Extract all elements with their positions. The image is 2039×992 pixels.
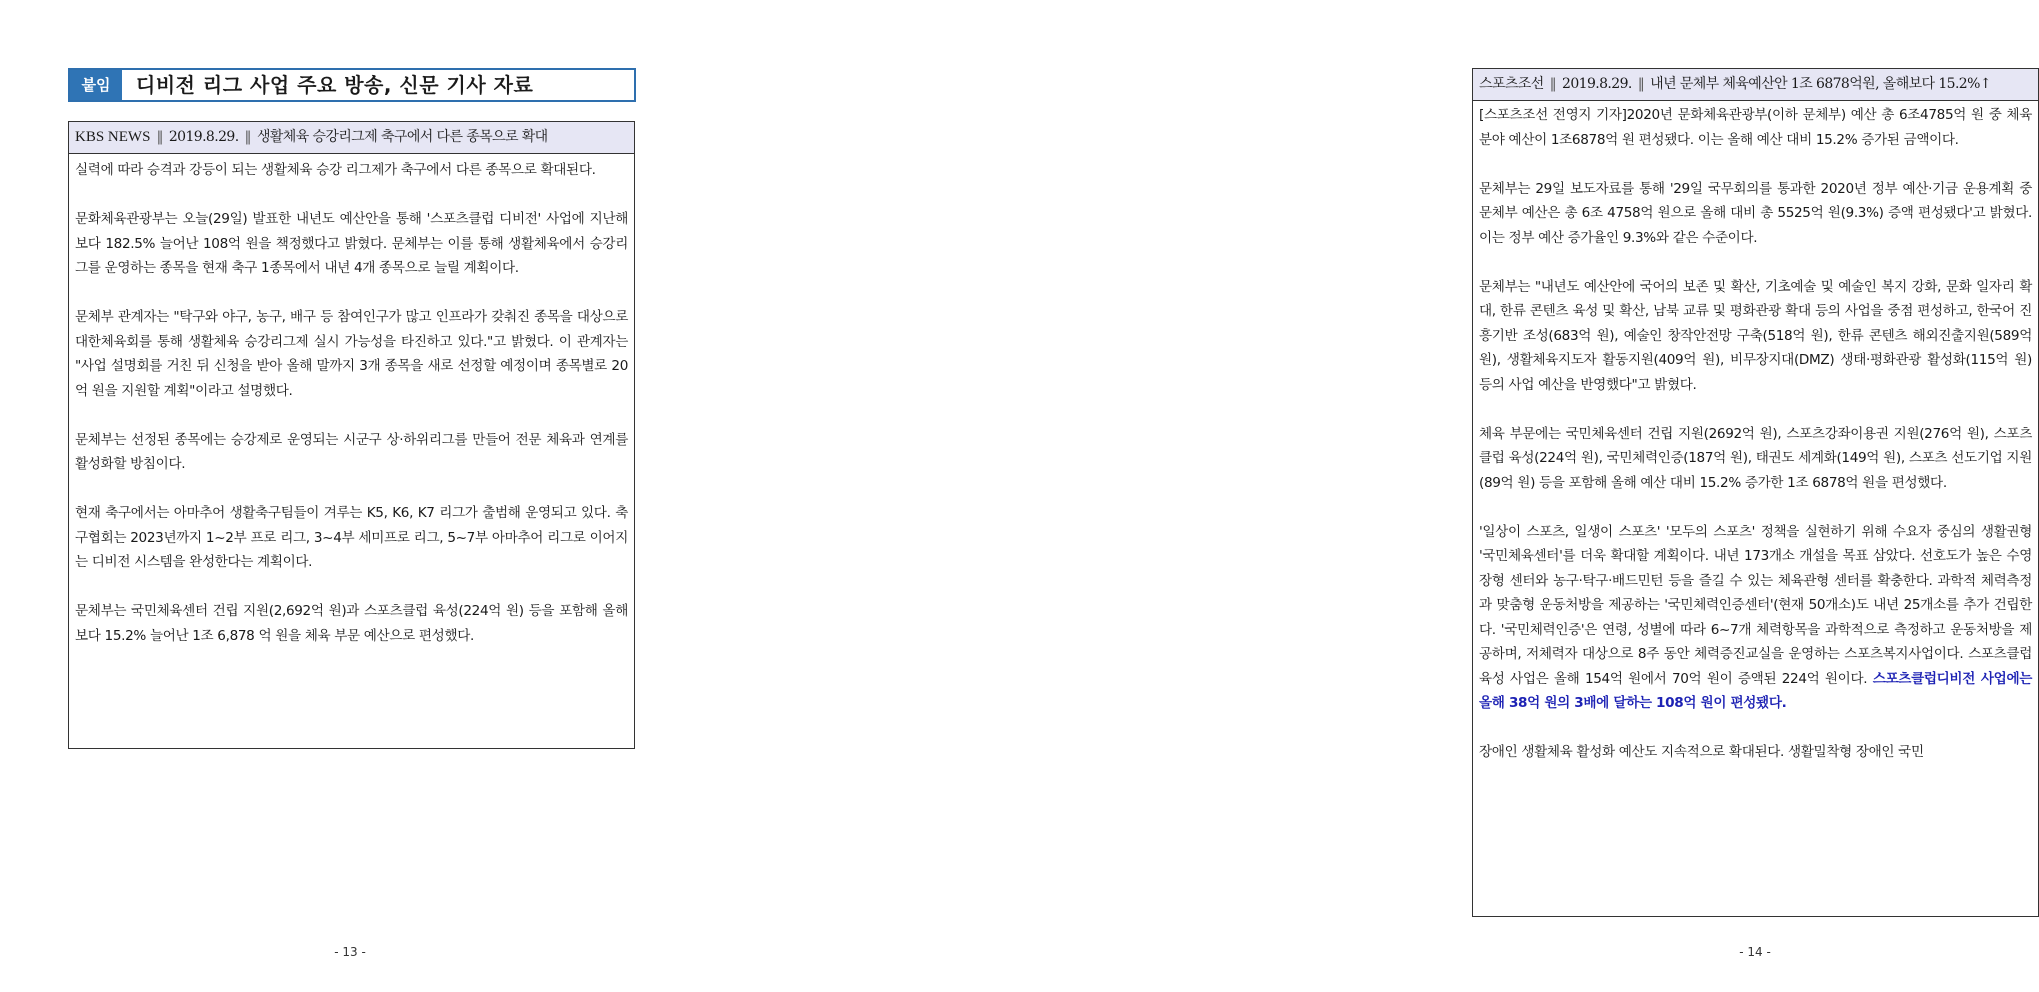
article-header bbox=[69, 122, 634, 154]
article-paragraph bbox=[1479, 520, 2032, 716]
header-separator: ‖ bbox=[1637, 76, 1645, 92]
article-header bbox=[1473, 69, 2038, 101]
page-13 bbox=[0, 0, 700, 992]
article-body bbox=[1473, 101, 2038, 765]
article-source: 스포츠조선 bbox=[1479, 76, 1544, 92]
article-headline: 생활체육 승강리그제 축구에서 다른 종목으로 확대 bbox=[256, 129, 548, 145]
article-paragraph: 문체부는 29일 보도자료를 통해 '29일 국무회의를 통과한 2020년 정부 예산·기금 운용계획 중 문체부 예산은 총 6조 4758억 원으로 올해 대비 총 5525억 원(9.3%) 증액 편성됐다'고 밝혔다. 이는 정부 예산 증가율인 9.3%와 같은 수준이다. bbox=[1479, 180, 2032, 246]
article-date: 2019.8.29. bbox=[1562, 76, 1632, 92]
attachment-banner bbox=[68, 68, 636, 102]
article-body bbox=[69, 154, 634, 648]
paragraph-text: '일상이 스포츠, 일생이 스포츠' '모두의 스포츠' 정책을 실현하기 위해 수요자 중심의 생활권형 '국민체육센터'를 더욱 확대할 계획이다. 내년 173개소 개설을 목표 삼았다. 선호도가 높은 수영장형 센터와 농구·탁구·배드민턴 등을 즐길 수 있는 체육관형 센터를 확충한다. 과학적 체력측정과 맞춤형 운동처방을 제공하는 '국민체력인증센터'(현재 50개소)도 내년 25개소를 추가 건립한다. '국민체력인증'은 연령, 성별에 따라 6~7개 체력항목을 과학적으로 측정하고 운동처방을 제공하며, 저체력자 대상으로 8주 동안 체력증진교실을 운영하는 스포츠복지사업이다. 스포츠클럽 육성 사업은 올해 154억 원에서 70억 원이 증액된 224억 원이다. bbox=[1479, 523, 2032, 687]
article-paragraph: 체육 부문에는 국민체육센터 건립 지원(2692억 원), 스포츠강좌이용권 지원(276억 원), 스포츠클럽 육성(224억 원), 국민체력인증(187억 원), 태권도 세계화(149억 원), 스포츠 선도기업 지원(89억 원) 등을 포함해 올해 예산 대비 15.2% 증가한 1조 6878억 원을 편성했다. bbox=[1479, 425, 2032, 491]
page-14 bbox=[702, 0, 2033, 992]
header-separator: ‖ bbox=[244, 129, 251, 145]
article-source: KBS NEWS bbox=[75, 129, 151, 145]
article-paragraph: 실력에 따라 승격과 강등이 되는 생활체육 승강 리그제가 축구에서 다른 종목으로 확대된다. bbox=[75, 162, 596, 178]
article-headline: 내년 문체부 체육예산안 1조 6878억원, 올해보다 15.2%↑ bbox=[1650, 76, 1991, 92]
article-paragraph: 현재 축구에서는 아마추어 생활축구팀들이 겨루는 K5, K6, K7 리그가 출범해 운영되고 있다. 축구협회는 2023년까지 1~2부 프로 리그, 3~4부 세미프로 리그, 5~7부 아마추어 리그로 이어지는 디비전 시스템을 완성한다는 계획이다. bbox=[75, 505, 628, 570]
article-sports-chosun bbox=[1472, 68, 2039, 917]
article-paragraph: 문화체육관광부는 오늘(29일) 발표한 내년도 예산안을 통해 '스포츠클럽 디비전' 사업에 지난해보다 182.5% 늘어난 108억 원을 책정했다고 밝혔다. 문체부는 이를 통해 생활체육에서 승강리그를 운영하는 종목을 현재 축구 1종목에서 내년 4개 종목으로 늘릴 계획이다. bbox=[75, 211, 628, 276]
article-kbs-news bbox=[68, 121, 635, 749]
article-paragraph: 문체부 관계자는 "탁구와 야구, 농구, 배구 등 참여인구가 많고 인프라가 갖춰진 종목을 대상으로 대한체육회를 통해 생활체육 승강리그제 실시 가능성을 타진하고 있다."고 밝혔다. 이 관계자는 "사업 설명회를 거친 뒤 신청을 받아 올해 말까지 3개 종목을 새로 선정할 예정이며 종목별로 20억 원을 지원할 계획"이라고 설명했다. bbox=[75, 309, 628, 399]
article-paragraph: [스포츠조선 전영지 기자]2020년 문화체육관광부(이하 문체부) 예산 총 6조4785억 원 중 체육분야 예산이 1조6878억 원 편성됐다. 이는 올해 예산 대비 15.2% 증가된 금액이다. bbox=[1479, 107, 2032, 148]
page-number: - 14 - bbox=[1739, 945, 1771, 959]
article-paragraph: 문체부는 국민체육센터 건립 지원(2,692억 원)과 스포츠클럽 육성(224억 원) 등을 포함해 올해보다 15.2% 늘어난 1조 6,878 억 원을 체육 부문 예산으로 편성했다. bbox=[75, 603, 628, 644]
highlighted-text: 스포츠클럽디비전 사업에는 올해 38억 원의 3배에 달하는 108억 원이 편성됐다. bbox=[1479, 670, 2033, 711]
page-number: - 13 - bbox=[334, 945, 366, 959]
article-paragraph: 문체부는 "내년도 예산안에 국어의 보존 및 확산, 기초예술 및 예술인 복지 강화, 문화 일자리 확대, 한류 콘텐츠 육성 및 확산, 남북 교류 및 평화관광 확대 등의 사업을 중점 편성하고, 한국어 진흥기반 조성(683억 원), 예술인 창작안전망 구축(518억 원), 한류 콘텐츠 해외진출지원(589억 원), 생활체육지도자 활동지원(409억 원), 비무장지대(DMZ) 생태·평화관광 활성화(115억 원) 등의 사업 예산을 반영했다"고 밝혔다. bbox=[1479, 278, 2032, 393]
article-paragraph: 장애인 생활체육 활성화 예산도 지속적으로 확대된다. 생활밀착형 장애인 국민 bbox=[1479, 744, 1924, 760]
header-separator: ‖ bbox=[1549, 76, 1557, 92]
header-separator: ‖ bbox=[156, 129, 163, 145]
attachment-tag: 붙임 bbox=[70, 70, 122, 100]
banner-title: 디비전 리그 사업 주요 방송, 신문 기사 자료 bbox=[136, 73, 534, 97]
article-paragraph: 문체부는 선정된 종목에는 승강제로 운영되는 시군구 상·하위리그를 만들어 전문 체육과 연계를 활성화할 방침이다. bbox=[75, 431, 628, 472]
article-date: 2019.8.29. bbox=[168, 129, 239, 145]
